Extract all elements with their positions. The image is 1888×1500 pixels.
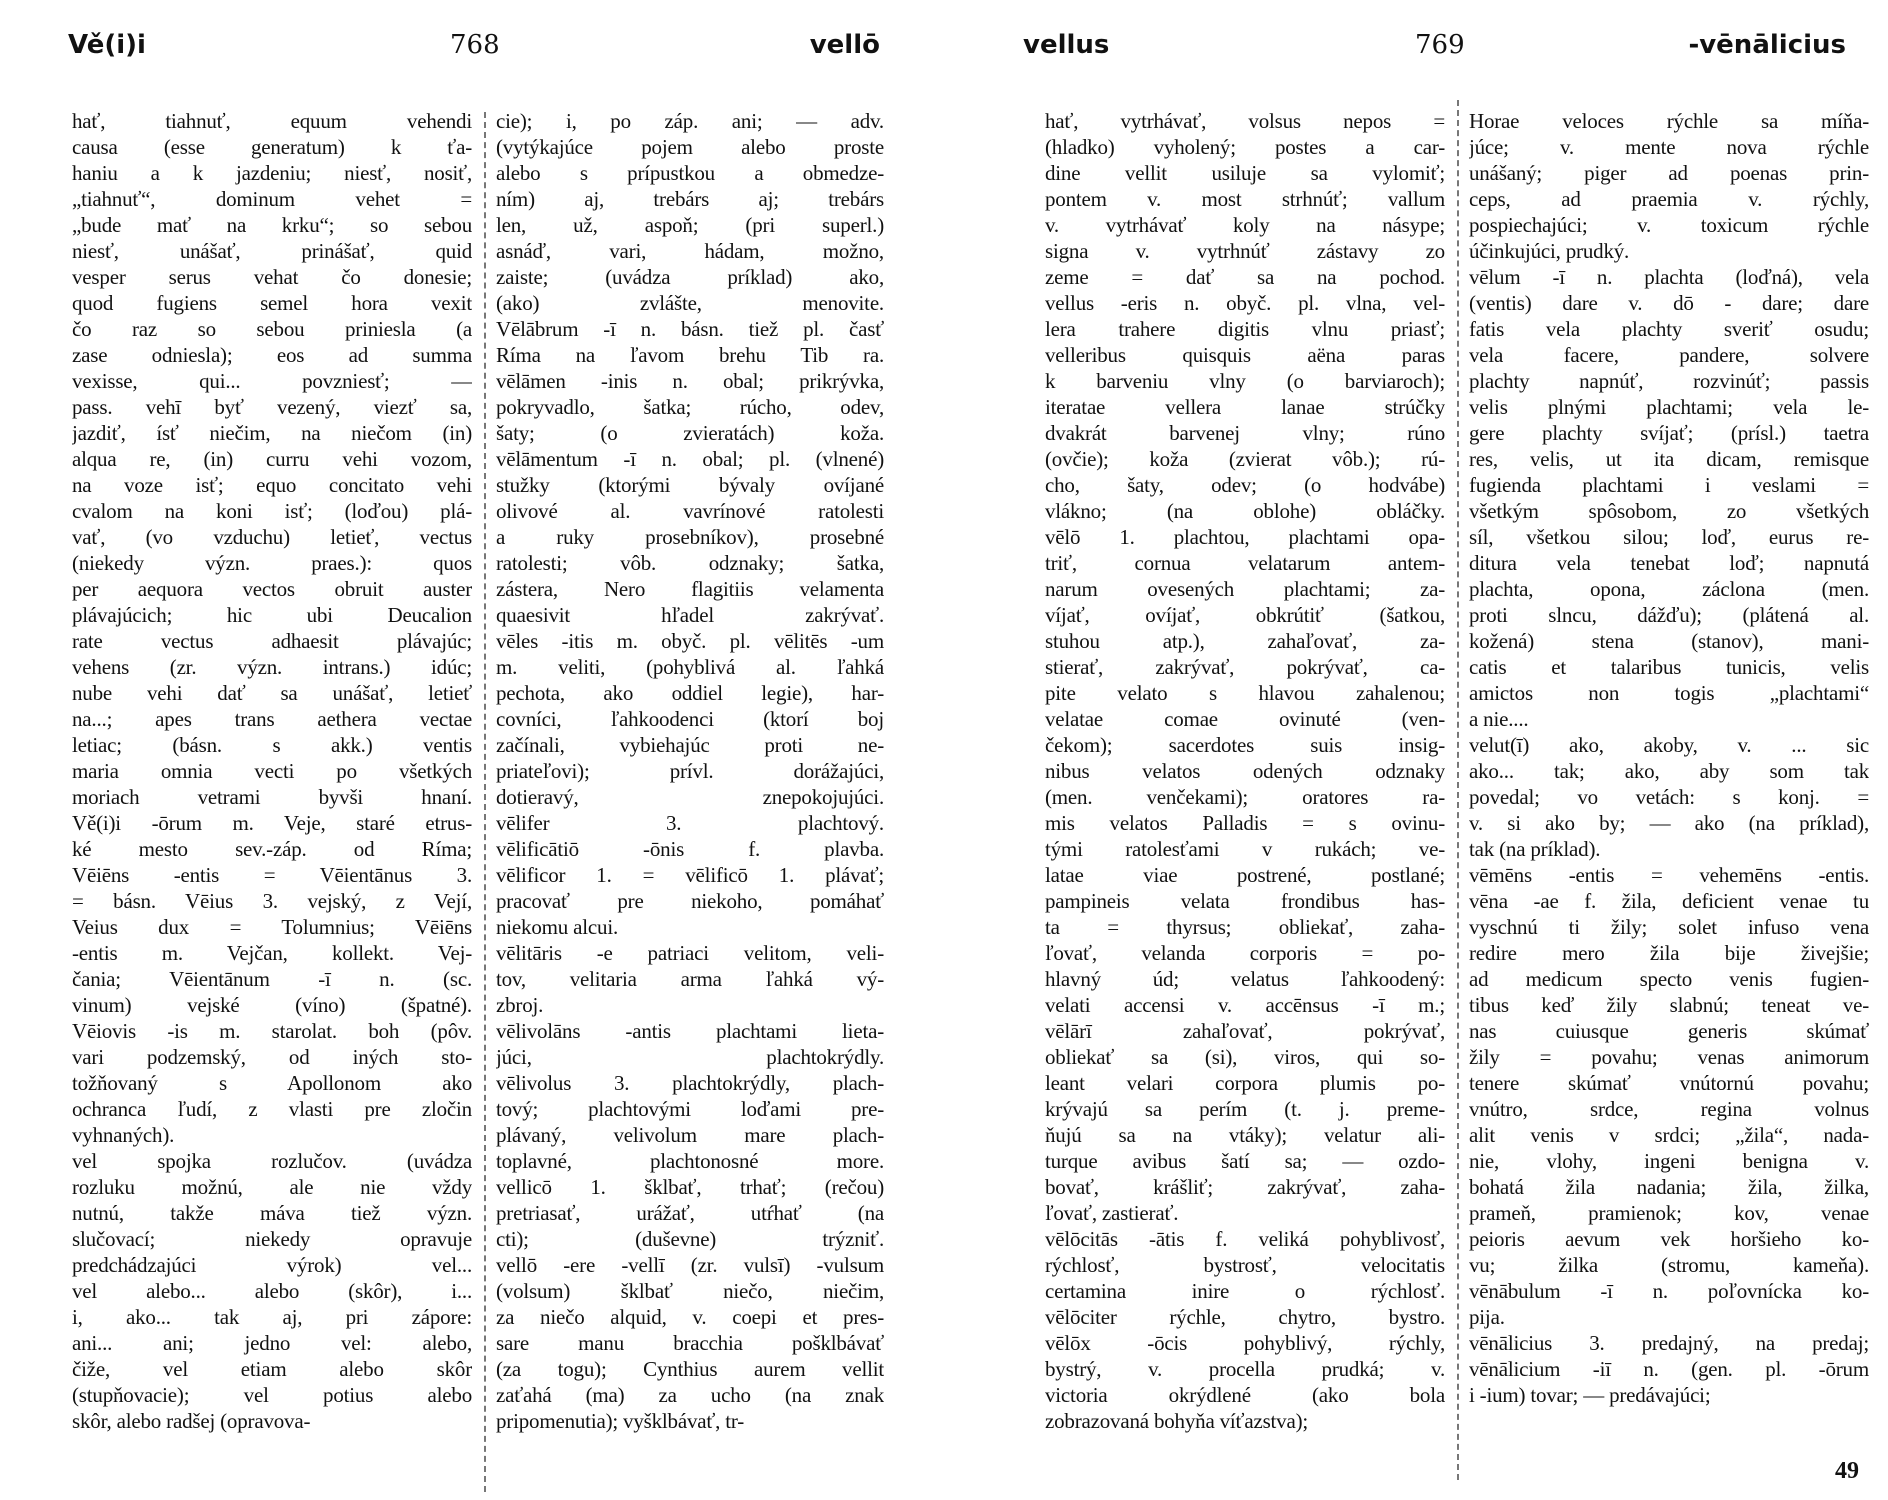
text-line: pripomenutia); vyšklbávať, tr- — [496, 1409, 745, 1433]
text-line: vexisse, qui... povzniesť; — — [72, 369, 472, 393]
text-line: vellicō 1. šklbať, trhať; (rečou) — [496, 1175, 884, 1199]
text-line: tak (na príklad). — [1469, 837, 1601, 861]
text-line: peioris aevum vek horšieho ko- — [1469, 1227, 1869, 1251]
text-line: vēles -itis m. obyč. pl. vēlitēs -um — [496, 629, 884, 653]
text-line: maria omnia vecti po všetkých — [72, 759, 472, 783]
text-line: stuhou atp.), zahaľovať, za- — [1045, 629, 1445, 653]
text-line: alit venis v srdci; „žila“, nada- — [1469, 1123, 1869, 1147]
text-line: síl, všetkou silou; loď, eurus re- — [1469, 525, 1869, 549]
text-line: pija. — [1469, 1305, 1505, 1329]
page-number: 768 — [450, 30, 500, 60]
text-line: šaty; (o zvieratách) koža. — [496, 421, 884, 445]
text-line: (ovčie); koža (zvierat vôb.); rú- — [1045, 447, 1445, 471]
text-line: Veius dux = Tolumnius; Vēiēns — [72, 915, 472, 939]
text-line: (za togu); Cynthius aurem vellit — [496, 1357, 884, 1381]
text-line: redire mero žila bije živejšie; — [1469, 941, 1869, 965]
text-line: causa (esse generatum) k ťa- — [72, 135, 472, 159]
text-line: na voze isť; equo concitato vehi — [72, 473, 472, 497]
text-line: rozluku možnú, ale nie vždy — [72, 1175, 472, 1199]
text-line: hať, vytrhávať, volsus nepos = — [1045, 109, 1445, 133]
text-line: i -ium) tovar; — predávajúci; — [1469, 1383, 1711, 1407]
text-line: dvakrát barvenej vlny; rúno — [1045, 421, 1445, 445]
text-line: k barveniu vlny (o barviaroch); — [1045, 369, 1445, 393]
text-line: pampineis velata frondibus has- — [1045, 889, 1445, 913]
guide-word-last: vellō — [809, 30, 880, 60]
text-line: quod fugiens semel hora vexit — [72, 291, 472, 315]
text-line: obliekať sa (si), viros, qui so- — [1045, 1045, 1445, 1069]
sheet-signature: 49 — [1835, 1458, 1859, 1484]
text-line: Vēlābrum -ī n. básn. tiež pl. časť — [496, 317, 884, 341]
text-line: (ako) zvlášte, menovite. — [496, 291, 884, 315]
text-line: čiže, vel etiam alebo skôr — [72, 1357, 472, 1381]
text-line: jazdiť, ísť niečim, na niečom (in) — [72, 421, 472, 445]
page-number: 769 — [1415, 30, 1465, 60]
text-line: signa v. vytrhnúť zástavy zo — [1045, 239, 1445, 263]
text-line: nibus velatos odených odznaky — [1045, 759, 1445, 783]
text-line: stierať, zakrývať, pokrývať, ca- — [1045, 655, 1445, 679]
text-line: júce; v. mente nova rýchle — [1469, 135, 1869, 159]
text-line: amictos non togis „plachtami“ — [1469, 681, 1869, 705]
column-divider — [484, 112, 486, 1492]
text-line: vellō -ere -vellī (zr. vulsī) -vulsum — [496, 1253, 884, 1277]
text-line: = básn. Vēius 3. vejský, z Vejí, — [72, 889, 472, 913]
text-line: ani... ani; jedno vel: alebo, — [72, 1331, 472, 1355]
text-line: vēlārī zahaľovať, pokrývať, — [1045, 1019, 1445, 1043]
text-line: (vytýkajúce pojem alebo proste — [496, 135, 884, 159]
text-line: nube vehi dať sa unášať, letieť — [72, 681, 472, 705]
right-page — [1015, 0, 1888, 1500]
text-line: pontem v. most strhnúť; vallum — [1045, 187, 1445, 211]
text-line: ňujú sa na vtáky); velatur ali- — [1045, 1123, 1445, 1147]
text-line: priateľovi); prívl. dorážajúci, — [496, 759, 884, 783]
text-line: júci, plachtokrýdly. — [496, 1045, 884, 1069]
text-line: zaiste; (uvádza príklad) ako, — [496, 265, 884, 289]
text-line: rate vectus adhaesit plávajúc; — [72, 629, 472, 653]
text-line: tožňovaný s Apollonom ako — [72, 1071, 472, 1095]
text-line: nie, vlohy, ingeni benigna v. — [1469, 1149, 1869, 1173]
text-line: ad medicum specto venis fugien- — [1469, 967, 1869, 991]
text-line: m. veliti, (pohyblivá al. ľahká — [496, 655, 884, 679]
text-line: tenere skúmať vnútornú povahu; — [1469, 1071, 1869, 1095]
text-line: skôr, alebo radšej (opravova- — [72, 1409, 311, 1433]
text-line: bystrý, v. procella prudká; v. — [1045, 1357, 1445, 1381]
text-line: asnáď, vari, hádam, možno, — [496, 239, 884, 263]
text-line: a nie.... — [1469, 707, 1529, 731]
text-line: certamina inire o rýchlosť. — [1045, 1279, 1445, 1303]
text-line: čo raz so sebou priniesla (a — [72, 317, 472, 341]
text-line: víjať, ovíjať, obkrútiť (šatkou, — [1045, 603, 1445, 627]
text-line: vēlōciter rýchle, chytro, bystro. — [1045, 1305, 1445, 1329]
text-line: quaesivit hľadel zakrývať. — [496, 603, 884, 627]
text-line: vēnālicius 3. predajný, na predaj; — [1469, 1331, 1869, 1355]
text-line: vēlificor 1. = vēlificō 1. plávať; — [496, 863, 884, 887]
text-line: (ventis) dare v. dō - dare; dare — [1469, 291, 1869, 315]
text-line: pite velato s hlavou zahalenou; — [1045, 681, 1445, 705]
text-line: na...; apes trans aethera vectae — [72, 707, 472, 731]
text-column-left — [72, 108, 472, 1478]
text-line: tový; plachtovými loďami pre- — [496, 1097, 884, 1121]
column-divider — [1457, 100, 1459, 1480]
text-line: fugienda plachtami i veslami = — [1469, 473, 1869, 497]
text-line: vu; žilka (stromu, kameňa). — [1469, 1253, 1869, 1277]
text-line: krývajú sa perím (t. j. preme- — [1045, 1097, 1445, 1121]
text-line: vať, (vo vzduchu) letieť, vectus — [72, 525, 472, 549]
text-line: vēlāmen -inis n. obal; prikrývka, — [496, 369, 884, 393]
text-line: vēlifer 3. plachtový. — [496, 811, 884, 835]
text-line: vēlum -ī n. plachta (loďná), vela — [1469, 265, 1869, 289]
text-line: všetkým spôsobom, zo všetkých — [1469, 499, 1869, 523]
text-line: cho, šaty, odev; (o hodvábe) — [1045, 473, 1445, 497]
text-line: ké mesto sev.-záp. od Ríma; — [72, 837, 472, 861]
text-line: catis et talaribus tunicis, velis — [1469, 655, 1869, 679]
text-line: vēlivolus 3. plachtokrýdly, plach- — [496, 1071, 884, 1095]
text-line: tými ratolesťami v rukách; ve- — [1045, 837, 1445, 861]
text-line: nutnú, takže máva tiež význ. — [72, 1201, 472, 1225]
text-line: vinum) vejské (víno) (špatné). — [72, 993, 472, 1017]
text-line: vlákno; (na oblohe) obláčky. — [1045, 499, 1445, 523]
text-column-left — [1045, 108, 1445, 1478]
text-line: pokryvadlo, šatka; rúcho, odev, — [496, 395, 884, 419]
text-line: vēna -ae f. žila, deficient venae tu — [1469, 889, 1869, 913]
text-line: alebo s prípustkou a obmedze- — [496, 161, 884, 185]
text-line: ditura vela tenebat loď; napnutá — [1469, 551, 1869, 575]
text-line: latae viae postrené, postlané; — [1045, 863, 1445, 887]
text-line: za niečo alquid, v. coepi et pres- — [496, 1305, 884, 1329]
text-line: vēlificātiō -ōnis f. plavba. — [496, 837, 884, 861]
text-line: velati accensi v. accēnsus -ī m.; — [1045, 993, 1445, 1017]
text-line: zeme = dať sa na pochod. — [1045, 265, 1445, 289]
text-line: rýchlosť, bystrosť, velocitatis — [1045, 1253, 1445, 1277]
text-line: zbroj. — [496, 993, 544, 1017]
text-line: vēlō 1. plachtou, plachtami opa- — [1045, 525, 1445, 549]
text-line: niekomu alcui. — [496, 915, 619, 939]
text-line: čania; Vēientānum -ī n. (sc. — [72, 967, 472, 991]
text-line: len, už, aspoň; (pri superl.) — [496, 213, 884, 237]
text-line: stužky (ktorými bývaly ovíjané — [496, 473, 884, 497]
text-line: prameň, pramienok; kov, venae — [1469, 1201, 1869, 1225]
text-line: iteratae vellera lanae strúčky — [1045, 395, 1445, 419]
text-line: pospiechajúci; v. toxicum rýchle — [1469, 213, 1869, 237]
text-line: unášaný; piger ad poenas prin- — [1469, 161, 1869, 185]
text-line: (niekedy význ. praes.): quos — [72, 551, 472, 575]
text-line: (hladko) vyholený; postes a car- — [1045, 135, 1445, 159]
text-line: ako... tak; ako, aby som tak — [1469, 759, 1869, 783]
text-column-right — [496, 108, 884, 1478]
text-line: „bude mať na krku“; so sebou — [72, 213, 472, 237]
text-line: narum ovesených plachtami; za- — [1045, 577, 1445, 601]
text-column-right — [1469, 108, 1869, 1448]
text-line: cvalom na koni isť; (loďou) plá- — [72, 499, 472, 523]
text-line: vēlōcitās -ātis f. veliká pohyblivosť, — [1045, 1227, 1445, 1251]
guide-word-last: -vēnālicius — [1688, 30, 1846, 60]
text-line: i, ako... tak aj, pri zápore: — [72, 1305, 472, 1329]
text-line: haniu a k jazdeniu; niesť, nosiť, — [72, 161, 472, 185]
text-line: vel alebo... alebo (skôr), i... — [72, 1279, 472, 1303]
text-line: vēnālicium -iī n. (gen. pl. -ōrum — [1469, 1357, 1869, 1381]
text-line: moriach vetrami byvši hnaní. — [72, 785, 472, 809]
text-line: covníci, ľahkoodenci (ktorí boj — [496, 707, 884, 731]
text-line: ochranca ľudí, z vlasti pre zločin — [72, 1097, 472, 1121]
text-line: tov, velitaria arma ľahká vý- — [496, 967, 884, 991]
text-line: vēlāmentum -ī n. obal; pl. (vlnené) — [496, 447, 884, 471]
text-line: proti slncu, dážďu); (plátená al. — [1469, 603, 1869, 627]
text-line: olivové al. vavrínové ratolesti — [496, 499, 884, 523]
text-line: ním) aj, trebárs aj; trebárs — [496, 187, 884, 211]
text-line: ratolesti; vôb. odznaky; šatka, — [496, 551, 884, 575]
page-header — [68, 30, 880, 66]
text-line: letiac; (básn. s akk.) ventis — [72, 733, 472, 757]
text-line: velis plnými plachtami; vela le- — [1469, 395, 1869, 419]
text-line: dotieravý, znepokojujúci. — [496, 785, 884, 809]
text-line: vel spojka rozlučov. (uvádza — [72, 1149, 472, 1173]
text-line: ceps, ad praemia v. rýchly, — [1469, 187, 1869, 211]
text-line: hať, tiahnuť, equum vehendi — [72, 109, 472, 133]
guide-word-first: vellus — [1023, 30, 1110, 60]
text-line: začínali, vybiehajúc proti ne- — [496, 733, 884, 757]
text-line: plávajúcich; hic ubi Deucalion — [72, 603, 472, 627]
text-line: leant velari corpora plumis po- — [1045, 1071, 1445, 1095]
text-line: triť, cornua velatarum antem- — [1045, 551, 1445, 575]
text-line: tibus keď žily slabnú; teneat ve- — [1469, 993, 1869, 1017]
text-line: (volsum) šklbať niečo, niečim, — [496, 1279, 884, 1303]
text-line: ľovať, velanda corporis = po- — [1045, 941, 1445, 965]
text-line: victoria okrýdlené (ako bola — [1045, 1383, 1445, 1407]
text-line: fatis vela plachty sveriť osudu; — [1469, 317, 1869, 341]
text-line: velatae comae ovinuté (ven- — [1045, 707, 1445, 731]
text-line: gere plachty svíjať; (prísl.) taetra — [1469, 421, 1869, 445]
text-line: velleribus quisquis aëna paras — [1045, 343, 1445, 367]
text-line: vari podzemský, od iných sto- — [72, 1045, 472, 1069]
text-line: -entis m. Vejčan, kollekt. Vej- — [72, 941, 472, 965]
text-line: vēlōx -ōcis pohyblivý, rýchly, — [1045, 1331, 1445, 1355]
text-line: velut(ī) ako, akoby, v. ... sic — [1469, 733, 1869, 757]
text-line: Vēiēns -entis = Vēientānus 3. — [72, 863, 472, 887]
text-line: plachty napnúť, rozvinúť; passis — [1469, 369, 1869, 393]
text-line: lera trahere digitis vlnu priasť; — [1045, 317, 1445, 341]
text-line: dine vellit usiluje sa vylomiť; — [1045, 161, 1445, 185]
text-line: per aequora vectos obruit auster — [72, 577, 472, 601]
text-line: bovať, krášliť; zakrývať, zaha- — [1045, 1175, 1445, 1199]
text-line: slučovací; niekedy opravuje — [72, 1227, 472, 1251]
text-line: žily = povahu; venas animorum — [1469, 1045, 1869, 1069]
text-line: niesť, unášať, prinášať, quid — [72, 239, 472, 263]
text-line: vēnābulum -ī n. poľovnícka ko- — [1469, 1279, 1869, 1303]
text-line: vehens (zr. význ. intrans.) idúc; — [72, 655, 472, 679]
text-line: „tiahnuť“, dominum vehet = — [72, 187, 472, 211]
text-line: cie); i, po záp. ani; — adv. — [496, 109, 884, 133]
text-line: a ruky prosebníkov), prosebné — [496, 525, 884, 549]
text-line: vēlitāris -e patriaci velitom, veli- — [496, 941, 884, 965]
text-line: sare manu bracchia pošklbávať — [496, 1331, 884, 1355]
text-line: vēmēns -entis = vehemēns -entis. — [1469, 863, 1869, 887]
text-line: Vēiovis -is m. starolat. boh (pôv. — [72, 1019, 472, 1043]
text-line: Vě(i)i -ōrum m. Veje, staré etrus- — [72, 811, 472, 835]
text-line: pretriasať, urážať, utŕhať (na — [496, 1201, 884, 1225]
text-line: cti); (duševne) trýzniť. — [496, 1227, 884, 1251]
text-line: Horae veloces rýchle sa míňa- — [1469, 109, 1869, 133]
text-line: plachta, opona, záclona (men. — [1469, 577, 1869, 601]
text-line: vela facere, pandere, solvere — [1469, 343, 1869, 367]
text-line: turque avibus šatí sa; — ozdo- — [1045, 1149, 1445, 1173]
text-line: vnútro, srdce, regina volnus — [1469, 1097, 1869, 1121]
text-line: (men. venčekami); oratores ra- — [1045, 785, 1445, 809]
text-line: bohatá žila nadania; žila, žilka, — [1469, 1175, 1869, 1199]
text-line: povedal; vo vetách: s konj. = — [1469, 785, 1869, 809]
page-header — [1023, 30, 1846, 66]
text-line: vyhnaných). — [72, 1123, 175, 1147]
text-line: ta = thyrsus; obliekať, zaha- — [1045, 915, 1445, 939]
text-line: vellus -eris n. obyč. pl. vlna, vel- — [1045, 291, 1445, 315]
text-line: toplavné, plachtonosné more. — [496, 1149, 884, 1173]
text-line: predchádzajúci výrok) vel... — [72, 1253, 472, 1277]
text-line: (stupňovacie); vel potius alebo — [72, 1383, 472, 1407]
text-line: Ríma na ľavom brehu Tib ra. — [496, 343, 884, 367]
text-line: ľovať, zastierať. — [1045, 1201, 1179, 1225]
text-line: čekom); sacerdotes suis insig- — [1045, 733, 1445, 757]
text-line: alqua re, (in) curru vehi vozom, — [72, 447, 472, 471]
text-line: vēlivolāns -antis plachtami lieta- — [496, 1019, 884, 1043]
text-line: res, velis, ut ita dicam, remisque — [1469, 447, 1869, 471]
text-line: zase odniesla); eos ad summa — [72, 343, 472, 367]
text-line: pechota, ako oddiel legie), har- — [496, 681, 884, 705]
text-line: zobrazovaná bohyňa víťazstva); — [1045, 1409, 1309, 1433]
text-line: mis velatos Palladis = s ovinu- — [1045, 811, 1445, 835]
text-line: zástera, Nero flagitiis velamenta — [496, 577, 884, 601]
text-line: v. vytrhávať koly na násype; — [1045, 213, 1445, 237]
text-line: účinkujúci, prudký. — [1469, 239, 1630, 263]
text-line: hlavný úd; velatus ľahkoodený: — [1045, 967, 1445, 991]
text-line: plávaný, velivolum mare plach- — [496, 1123, 884, 1147]
text-line: pracovať pre niekoho, pomáhať — [496, 889, 884, 913]
text-line: vesper serus vehat čo donesie; — [72, 265, 472, 289]
text-line: pass. vehī byť vezený, viezť sa, — [72, 395, 472, 419]
text-line: vyschnú ti žily; solet infuso vena — [1469, 915, 1869, 939]
guide-word-first: Vě(i)i — [68, 30, 146, 60]
text-line: kožená) stena (stanov), mani- — [1469, 629, 1869, 653]
text-line: v. si ako by; — ako (na príklad), — [1469, 811, 1869, 835]
text-line: zaťahá (ma) za ucho (na znak — [496, 1383, 884, 1407]
text-line: nas cuiusque generis skúmať — [1469, 1019, 1869, 1043]
